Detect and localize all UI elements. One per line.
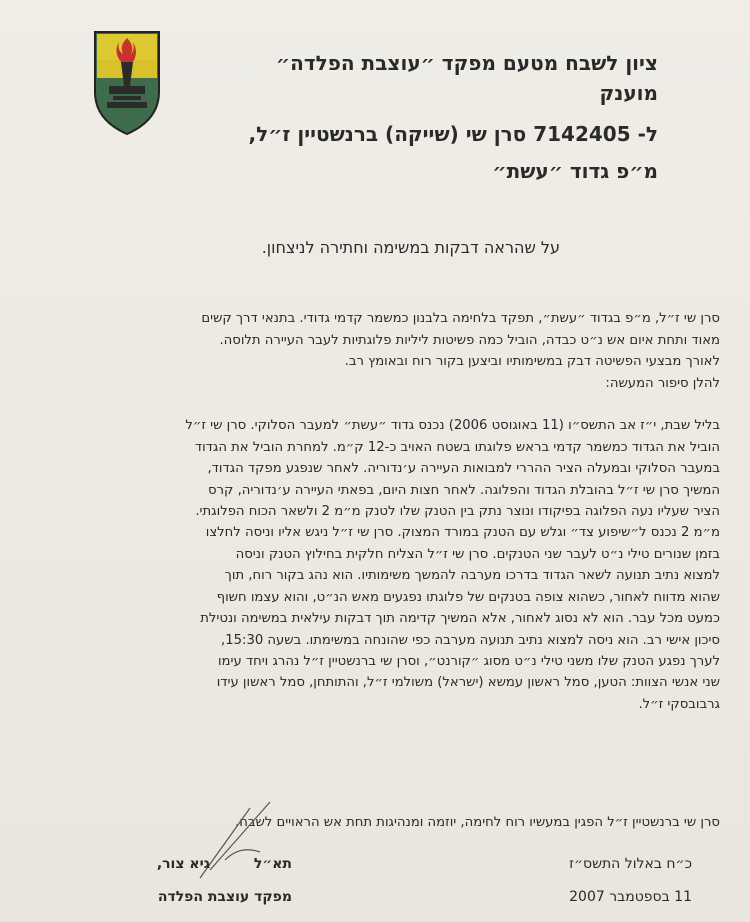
certificate-header: [188, 48, 658, 188]
recipient-line: ל- 7142405 סרן שי (שייקה) ברנשטיין ז״ל,: [248, 122, 658, 146]
signature-block: [92, 852, 292, 918]
date-hebrew: כ״ח באלול התשס״ז: [569, 856, 692, 872]
citation-closing: סרן שי ברנשטיין ז״ל הפגין במעשיו רוח לחימה, יוזמה ומנהיגות תחת אש הראויים לשבח.: [235, 815, 720, 830]
signer-rank: תא״ל: [253, 856, 292, 872]
citation-paragraph-intro: סרן שי ז״ל, מ״פ בגדוד ״עשת״, תפקד בלחימה בלבנון כמשמר קדמי גדודי. בתנאי דרך קשים מאוד ותחת איום אש נ״ט כבדה, הוביל כמה פשיטות ליליות פלוגתיות לעבר העיירה תלוסה. לאורך מבצעי הפשיטה דבק במשימותיו וביצען בקור רוח ובאומץ רב. להלן סיפור המעשה:: [201, 311, 720, 391]
brigade-emblem-icon: [93, 30, 161, 136]
date-block: [532, 852, 692, 918]
signer-name: גיא צור,: [156, 856, 210, 872]
recipient-role: מ״פ גדוד ״עשת״: [492, 159, 658, 183]
date-gregorian: 11 בספטמבר 2007: [569, 889, 692, 905]
awarded-line: מוענק: [599, 81, 658, 105]
citation-body: [40, 287, 720, 737]
signer-role: מפקד עוצבת הפלדה: [157, 889, 292, 905]
citation-paragraph-story: בליל שבת, י״ז אב התשס״ו (11 באוגוסט 2006) נכנס גדוד ״עשת״ למעבר הסלוקי. סרן שי ז״ל הוביל את הגדוד כמשמר קדמי בראש פלוגתו בשטח האויב כ-12 ק״מ. למחרת הוביל את הגדוד במעבר הסלוקי ובמעלה הציר ההררי למבואות העיירה ע׳נדוריה. לאחר שנפגע מפקד הגדוד, המשיך סרן שי ז״ל בהובלת הגדוד והפלוגה. לאחר חצות היום, בפאתי העיירה ע׳נדוריה, קרס הציר שעליו נעה הפלוגה בפיקודו ונוצר נתק בין הטנק שלו לטנק מ״מ 2 ולשאר הכוח הפלוגתי. מ״מ 2 נכנס ל״שיפוע צד״ וגלש עם הטנק במורד המצוק. סרן שי ז״ל ניגש אליו וניסה לחלצו בזמן שנורים טילי נ״ט לעבר שני הטנקים. סרן שי ז״ל הצליח חלקית בחילוץ הטנק וניסה למצוא נתיב תנועה לשאר הגדוד בדרכו מערבה להמשך משימותיו. הוא נהג בקור רוח, תוך שהוא מדווח לאחור, כשהוא צופה בטנקים של פלוגתו נפגעים מאש הנ״ט, והוא עצמו חשוף כמעט מכל עבר. הוא לא נסוג לאחור, אלא המשיך קדימה תוך דבקות עילאית במשימה ונטילת סיכון אישי רב. הוא ניסה למצוא נתיב תנועה מערבה כפי שהונחה במשימתו. בשעה 15:30, לערך נפגע הטנק שלו משני טילי נ״ט מסוג ״קורנט״, וסרן שי ברנשטיין ז״ל נהרג ויחד עימו שני אנשי הצוות: הטען, סמל ראשון עמשא (ישראל) משולמי ז״ל, והתותחן, סמל ראשון עידו גרבובסקי ז״ל.: [185, 418, 720, 712]
certificate-title: ציון לשבח מטעם מפקד ״עוצבת הפלדה״: [275, 51, 658, 75]
citation-subject: על שהראה דבקות במשימה וחתירה לניצחון.: [261, 238, 560, 257]
